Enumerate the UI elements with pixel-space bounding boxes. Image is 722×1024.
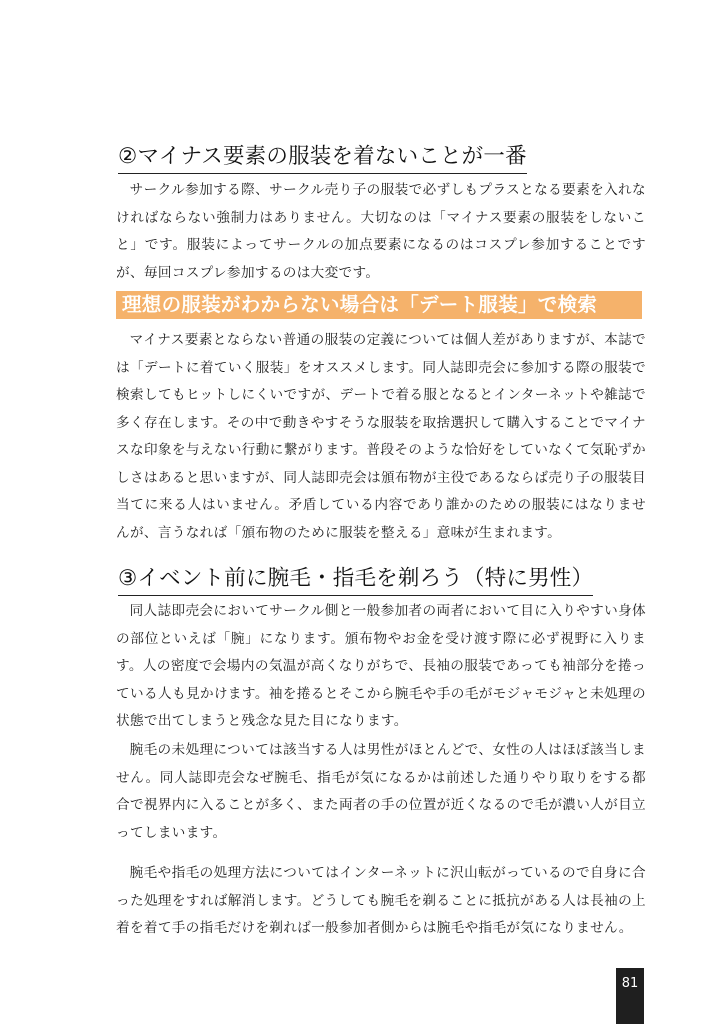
section-heading-shave-hair: ③イベント前に腕毛・指毛を剃ろう（特に男性） (118, 565, 593, 596)
paragraph-minus-elements: サークル参加する際、サークル売り子の服装で必ずしもプラスとなる要素を入れなければならない強制力はありません。大切なのは「マイナス要素の服装をしないこと」です。服装によってサークルの加点要素になるのはコスプレ参加することですが、毎回コスプレ参加するのは大変です。 (116, 182, 646, 281)
page-number-tab (616, 968, 644, 1024)
section-heading-minus-elements: ②マイナス要素の服装を着ないことが一番 (118, 143, 527, 174)
page-number: 81 (621, 976, 639, 991)
paragraph-date-outfit: マイナス要素とならない普通の服装の定義については個人差がありますが、本誌では「デートに着ていく服装」をオススメします。同人誌即売会に参加する際の服装で検索してもヒットしにくいですが、デートで着る服となるとインターネットや雑誌で多く存在します。その中で動きやすそうな服装を取捨選択して購入することでマイナスな印象を与えない行動に繋がります。普段そのような恰好をしていなくて気恥ずかしさはあると思いますが、同人誌即売会は頒布物が主役であるならば売り子の服装目当てに来る人はいません。矛盾している内容であり誰かのための服装にはなりませんが、言うなれば「頒布物のために服装を整える」意味が生まれます。 (116, 332, 646, 541)
paragraph-treatment-method: 腕毛や指毛の処理方法についてはインターネットに沢山転がっているので自身に合った処理をすれば解消します。どうしても腕毛を剃ることに抵抗がある人は長袖の上着を着て手の指毛だけを剃れば一般参加者側からは腕毛や指毛が気になりません。 (116, 865, 646, 936)
paragraph-arm-visibility: 同人誌即売会においてサークル側と一般参加者の両者において目に入りやすい身体の部位といえば「腕」になります。頒布物やお金を受け渡す際に必ず視野に入ります。人の密度で会場内の気温が高くなりがちで、長袖の服装であっても袖部分を捲っている人も見かけます。袖を捲るとそこから腕毛や手の毛がモジャモジャと未処理の状態で出てしまうと残念な見た目になります。 (116, 603, 646, 729)
highlight-band (116, 291, 642, 319)
paragraph-untreated-hair: 腕毛の未処理については該当する人は男性がほとんどで、女性の人はほぼ該当しません。同人誌即売会なぜ腕毛、指毛が気になるかは前述した通りやり取りをする都合で視界内に入ることが多く、また両者の手の位置が近くなるので毛が濃い人が目立ってしまいます。 (116, 742, 646, 841)
section-heading-date-outfit: 理想の服装がわからない場合は「デート服装」で検索 (122, 293, 598, 316)
